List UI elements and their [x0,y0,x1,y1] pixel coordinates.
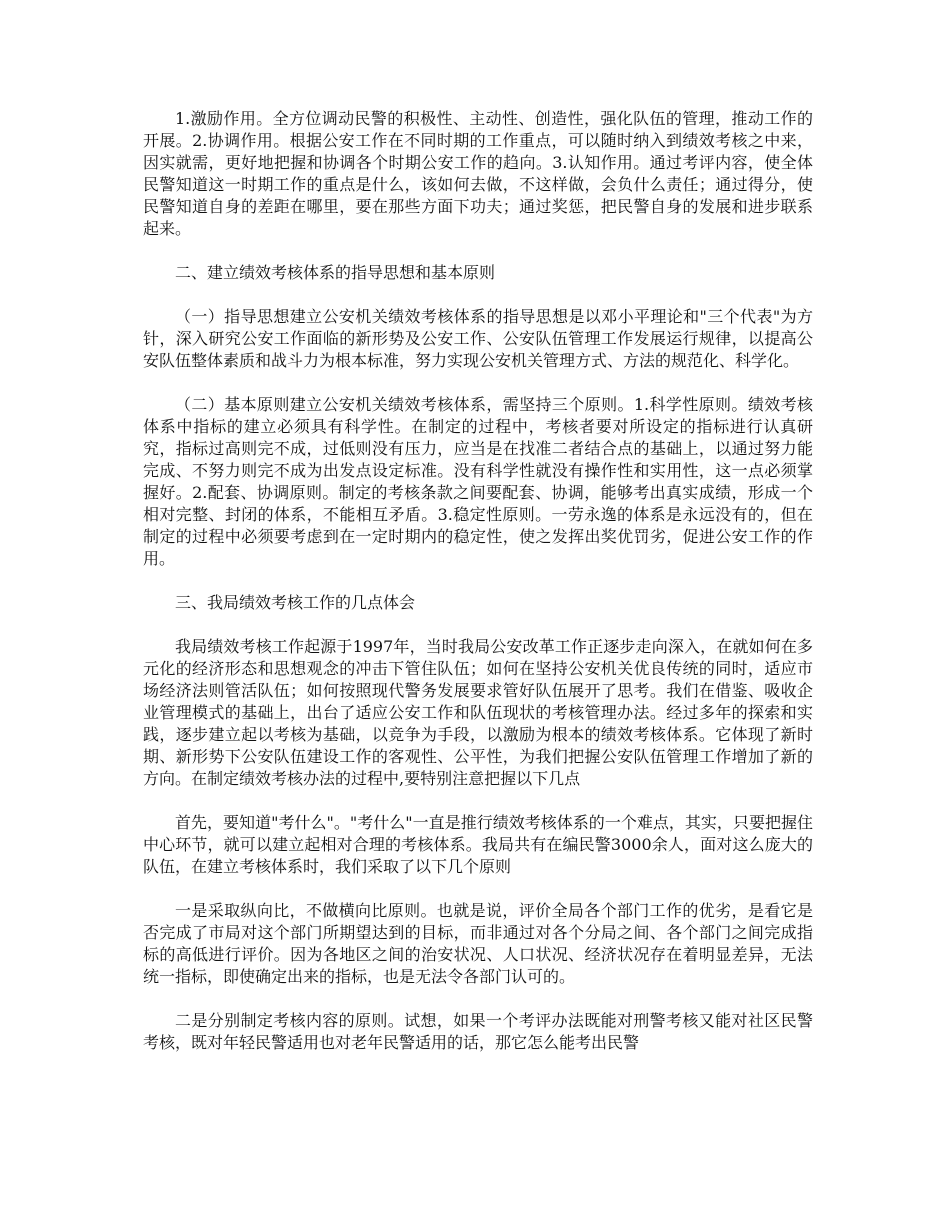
paragraph-principle-one: 一是采取纵向比，不做横向比原则。也就是说，评价全局各个部门工作的优劣，是看它是否完成了市局对这个部门所期望达到的目标，而非通过对各个分局之间、各个部门之间完成指标的高低进行评价。因为各地区之间的治安状况、人口状况、经济状况存在着明显差异，无法统一指标，即使确定出来的指标，也是无法令各部门认可的。 [143,901,813,986]
paragraph-basic-principles: （二）基本原则建立公安机关绩效考核体系，需坚持三个原则。1.科学性原则。绩效考核体系中指标的建立必须具有科学性。在制定的过程中，考核者要对所设定的指标进行认真研究，指标过高则完不成，过低则没有压力，应当是在找准二者结合点的基础上，以通过努力能完成、不努力则完不成为出发点设定标准。没有科学性就没有操作性和实用性，这一点必须掌握好。2.配套、协调原则。制定的考核条款之间要配套、协调，能够考出真实成绩，形成一个相对完整、封闭的体系，不能相互矛盾。3.稳定性原则。一劳永逸的体系是永远没有的，但在制定的过程中必须要考虑到在一定时期内的稳定性，使之发挥出奖优罚劣，促进公安工作的作用。 [143,395,813,568]
paragraph-what-to-assess: 首先，要知道"考什么"。"考什么"一直是推行绩效考核体系的一个难点，其实，只要把握住中心环节，就可以建立起相对合理的考核体系。我局共有在编民警3000余人，面对这么庞大的队伍，在建立考核体系时，我们采取了以下几个原则 [143,813,813,876]
paragraph-origin: 我局绩效考核工作起源于1997年，当时我局公安改革工作正逐步走向深入，在就如何在多元化的经济形态和思想观念的冲击下管住队伍；如何在坚持公安机关优良传统的同时，适应市场经济法则管活队伍；如何按照现代警务发展要求管好队伍展开了思考。我们在借鉴、吸收企业管理模式的基础上，出台了适应公安工作和队伍现状的考核管理办法。经过多年的探索和实践，逐步建立起以考核为基础，以竞争为手段，以激励为根本的绩效考核体系。它体现了新时期、新形势下公安队伍建设工作的客观性、公平性，为我们把握公安队伍管理工作增加了新的方向。在制定绩效考核办法的过程中,要特别注意把握以下几点 [143,637,813,788]
paragraph-principle-two: 二是分别制定考核内容的原则。试想，如果一个考评办法既能对刑警考核又能对社区民警考核，既对年轻民警适用也对老年民警适用的话，那它怎么能考出民警 [143,1011,813,1052]
document-page [143,108,813,1076]
section-heading-2: 二、建立绩效考核体系的指导思想和基本原则 [175,263,496,282]
paragraph-guiding-ideology: （一）指导思想建立公安机关绩效考核体系的指导思想是以邓小平理论和"三个代表"为方针，深入研究公安工作面临的新形势及公安工作、公安队伍管理工作发展运行规律，以提高公安队伍整体素质和战斗力为根本标准，努力实现公安机关管理方式、方法的规范化、科学化。 [143,307,813,370]
paragraph-functions: 1.激励作用。全方位调动民警的积极性、主动性、创造性，强化队伍的管理，推动工作的开展。2.协调作用。根据公安工作在不同时期的工作重点，可以随时纳入到绩效考核之中来，因实就需，更好地把握和协调各个时期公安工作的趋向。3.认知作用。通过考评内容，使全体民警知道这一时期工作的重点是什么，该如何去做，不这样做，会负什么责任；通过得分，使民警知道自身的差距在哪里，要在那些方面下功夫；通过奖惩，把民警自身的发展和进步联系起来。 [143,109,813,238]
section-heading-3: 三、我局绩效考核工作的几点体会 [175,593,416,612]
